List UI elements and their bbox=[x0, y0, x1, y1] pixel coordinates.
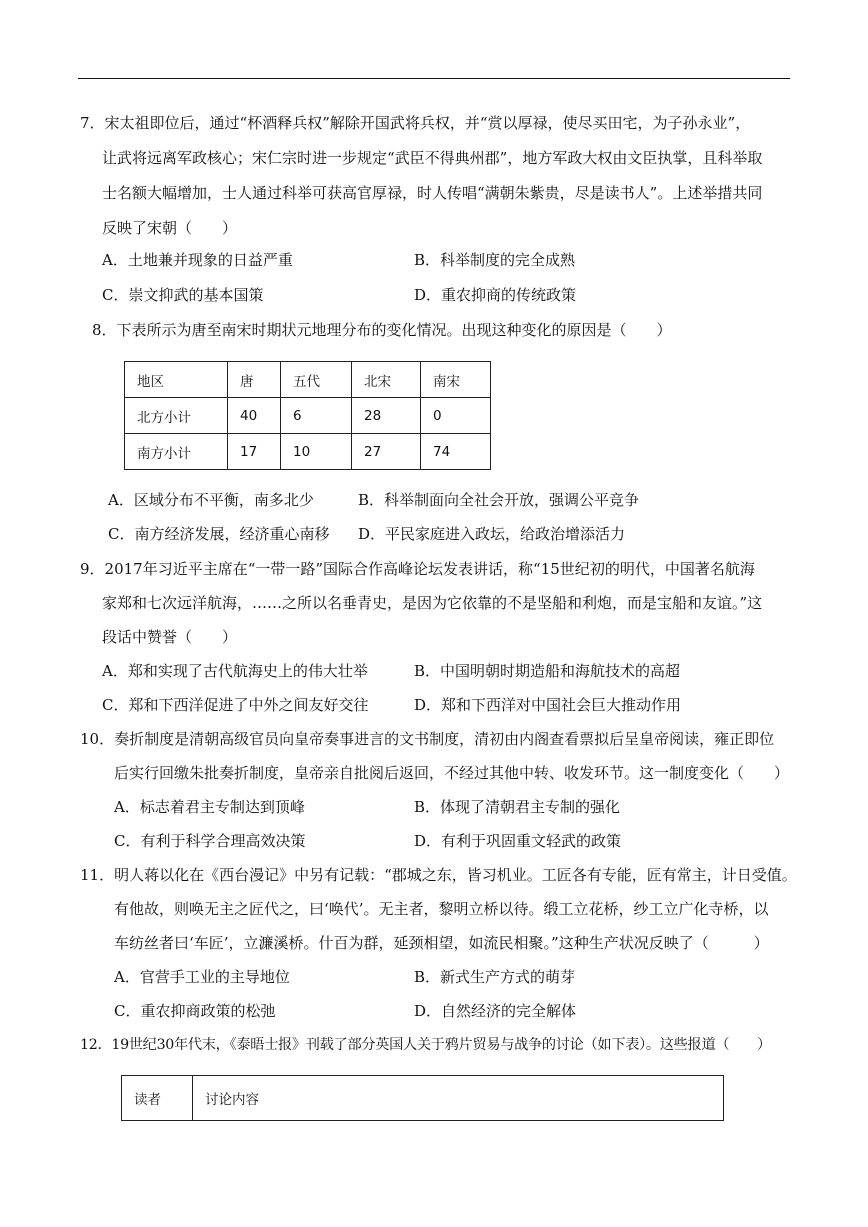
table-cell: 40 bbox=[228, 398, 281, 434]
table-cell: 0 bbox=[421, 398, 491, 434]
table-cell: 27 bbox=[352, 434, 421, 470]
table-cell: 10 bbox=[281, 434, 352, 470]
question-11-line-3: 车纺丝者曰‘车匠’，立濂溪桥。什百为群，延颈相望，如流民相聚。”这种生产状况反映了（ ） bbox=[114, 934, 769, 952]
question-7-option-d[interactable]: D．重农抑商的传统政策 bbox=[414, 286, 577, 304]
question-11-option-b[interactable]: B．新式生产方式的萌芽 bbox=[414, 968, 576, 986]
table-cell: 读者 bbox=[122, 1076, 193, 1121]
table-header-row bbox=[122, 1076, 724, 1121]
table-cell: 17 bbox=[228, 434, 281, 470]
question-11-line-2: 有他故，则唤无主之匠代之，曰‘唤代’。无主者，黎明立桥以待。缎工立花桥，纱工立广化寺桥，以 bbox=[114, 900, 769, 918]
question-10-option-b[interactable]: B．体现了清朝君主专制的强化 bbox=[414, 798, 621, 816]
table-cell: 北宋 bbox=[352, 362, 421, 398]
table-cell: 6 bbox=[281, 398, 352, 434]
question-7-option-b[interactable]: B．科举制度的完全成熟 bbox=[414, 251, 576, 269]
question-12-table bbox=[121, 1075, 724, 1121]
question-7-line-1: 7．宋太祖即位后，通过“杯酒释兵权”解除开国武将兵权，并“赏以厚禄，使尽买田宅，为子孙永业”， bbox=[80, 114, 751, 132]
question-11-option-d[interactable]: D．自然经济的完全解体 bbox=[414, 1002, 577, 1020]
table-cell: 北方小计 bbox=[125, 398, 228, 434]
question-9-option-d[interactable]: D．郑和下西洋对中国社会巨大推动作用 bbox=[414, 696, 682, 714]
question-7-option-a[interactable]: A．土地兼并现象的日益严重 bbox=[102, 251, 293, 269]
table-cell: 74 bbox=[421, 434, 491, 470]
question-7-option-c[interactable]: C．崇文抑武的基本国策 bbox=[102, 286, 264, 304]
question-10-option-a[interactable]: A．标志着君主专制达到顶峰 bbox=[114, 798, 305, 816]
table-row bbox=[125, 434, 491, 470]
table-cell: 讨论内容 bbox=[193, 1076, 724, 1121]
table-cell: 唐 bbox=[228, 362, 281, 398]
question-12-stem: 12．19世纪30年代末，《泰晤士报》刊载了部分英国人关于鸦片贸易与战争的讨论（如下表）。这些报道（ ） bbox=[80, 1037, 771, 1053]
header-rule bbox=[78, 78, 790, 79]
question-9-line-3: 段话中赞誉（ ） bbox=[102, 628, 238, 646]
question-8-stem: 8．下表所示为唐至南宋时期状元地理分布的变化情况。出现这种变化的原因是（ ） bbox=[92, 321, 672, 339]
question-9-option-a[interactable]: A．郑和实现了古代航海史上的伟大壮举 bbox=[102, 662, 368, 680]
question-8-option-d[interactable]: D．平民家庭进入政坛，给政治增添活力 bbox=[358, 525, 626, 543]
question-9-option-b[interactable]: B．中国明朝时期造船和海航技术的高超 bbox=[414, 662, 681, 680]
question-9-line-1: 9．2017年习近平主席在“一带一路”国际合作高峰论坛发表讲话，称“15世纪初的明代，中国著名航海 bbox=[80, 560, 755, 578]
table-cell: 28 bbox=[352, 398, 421, 434]
question-11-option-a[interactable]: A．官营手工业的主导地位 bbox=[114, 968, 290, 986]
table-header-row bbox=[125, 362, 491, 398]
question-10-line-2: 后实行回缴朱批奏折制度，皇帝亲自批阅后返回，不经过其他中转、收发环节。这一制度变化（ ） bbox=[114, 764, 790, 782]
table-cell: 南方小计 bbox=[125, 434, 228, 470]
table-row bbox=[125, 398, 491, 434]
question-11-line-1: 11．明人蒋以化在《西台漫记》中另有记载：“郡城之东，皆习机业。工匠各有专能，匠有常主，计日受值。 bbox=[80, 866, 797, 884]
question-7-line-4: 反映了宋朝（ ） bbox=[102, 219, 238, 237]
table-cell: 五代 bbox=[281, 362, 352, 398]
question-9-line-2: 家郑和七次远洋航海，……之所以名垂青史，是因为它依靠的不是坚船和利炮，而是宝船和友谊。”这 bbox=[102, 594, 763, 612]
table-cell: 地区 bbox=[125, 362, 228, 398]
question-7-line-2: 让武将远离军政核心；宋仁宗时进一步规定“武臣不得典州郡”，地方军政大权由文臣执掌，且科举取 bbox=[102, 149, 763, 167]
question-8-table bbox=[124, 361, 491, 470]
question-7-line-3: 士名额大幅增加，士人通过科举可获高官厚禄，时人传唱“满朝朱紫贵，尽是读书人”。上述举措共同 bbox=[102, 184, 763, 202]
question-10-option-c[interactable]: C．有利于科学合理高效决策 bbox=[114, 832, 306, 850]
question-10-option-d[interactable]: D．有利于巩固重文轻武的政策 bbox=[414, 832, 622, 850]
question-8-option-a[interactable]: A．区域分布不平衡，南多北少 bbox=[108, 491, 314, 509]
question-11-option-c[interactable]: C．重农抑商政策的松弛 bbox=[114, 1002, 276, 1020]
table-cell: 南宋 bbox=[421, 362, 491, 398]
question-10-line-1: 10．奏折制度是清朝高级官员向皇帝奏事进言的文书制度，清初由内阁查看票拟后呈皇帝阅读，雍正即位 bbox=[80, 730, 775, 748]
question-8-option-c[interactable]: C．南方经济发展，经济重心南移 bbox=[108, 525, 330, 543]
question-9-option-c[interactable]: C．郑和下西洋促进了中外之间友好交往 bbox=[102, 696, 369, 714]
question-8-option-b[interactable]: B．科举制面向全社会开放，强调公平竞争 bbox=[358, 491, 640, 509]
